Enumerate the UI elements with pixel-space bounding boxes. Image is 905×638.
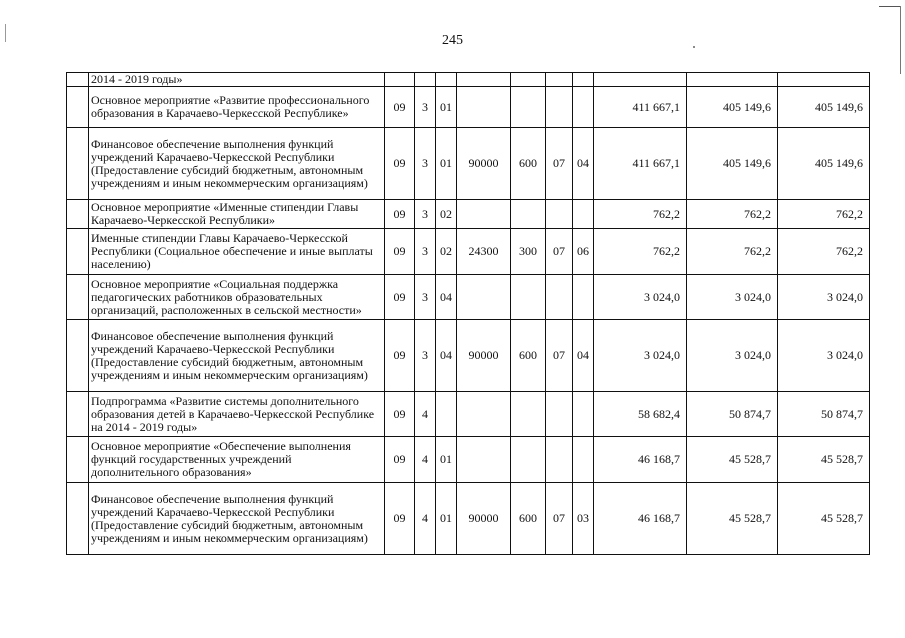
cell-event: 01 bbox=[436, 128, 457, 200]
cell-section bbox=[546, 275, 573, 320]
cell-direction bbox=[457, 200, 511, 229]
left-margin-cell bbox=[67, 275, 89, 320]
row-name: Основное мероприятие «Социальная поддержка педагогических работников образовательных организаций, расположенных в сельской местности» bbox=[89, 275, 385, 320]
left-margin-cell bbox=[67, 320, 89, 392]
cell-direction: 24300 bbox=[457, 229, 511, 275]
cell-amount-3: 762,2 bbox=[778, 200, 870, 229]
cell-amount-1: 3 024,0 bbox=[594, 275, 687, 320]
cell-amount-1: 762,2 bbox=[594, 200, 687, 229]
left-margin-cell bbox=[67, 483, 89, 555]
cell-section: 07 bbox=[546, 320, 573, 392]
cell-subsection bbox=[573, 392, 594, 437]
cell-subprogram: 4 bbox=[415, 437, 436, 483]
cell-program: 09 bbox=[385, 200, 415, 229]
cell-subprogram: 4 bbox=[415, 392, 436, 437]
cell-amount-1: 762,2 bbox=[594, 229, 687, 275]
cell-amount-1: 46 168,7 bbox=[594, 483, 687, 555]
cell-subsection: 06 bbox=[573, 229, 594, 275]
row-name: Финансовое обеспечение выполнения функций учреждений Карачаево-Черкесской Республики (Предоставление субсидий бюджетным, автономным учреждениям и иным некоммерческим организациям) bbox=[89, 483, 385, 555]
cell-subsection: 04 bbox=[573, 320, 594, 392]
cell-expense-type: 600 bbox=[511, 128, 546, 200]
cell-subsection bbox=[573, 73, 594, 87]
cell-amount-1: 411 667,1 bbox=[594, 128, 687, 200]
cell-event: 04 bbox=[436, 320, 457, 392]
cell-amount-2: 405 149,6 bbox=[687, 87, 778, 128]
cell-amount-2: 3 024,0 bbox=[687, 275, 778, 320]
cell-amount-3: 3 024,0 bbox=[778, 275, 870, 320]
table-row bbox=[67, 229, 870, 275]
row-name: Финансовое обеспечение выполнения функций учреждений Карачаево-Черкесской Республики (Предоставление субсидий бюджетным, автономным учреждениям и иным некоммерческим организациям) bbox=[89, 320, 385, 392]
cell-expense-type: 600 bbox=[511, 483, 546, 555]
cell-subprogram: 4 bbox=[415, 483, 436, 555]
cell-subprogram bbox=[415, 73, 436, 87]
cell-section bbox=[546, 392, 573, 437]
left-margin-cell bbox=[67, 229, 89, 275]
cell-direction bbox=[457, 73, 511, 87]
cell-subsection bbox=[573, 275, 594, 320]
cell-amount-1 bbox=[594, 73, 687, 87]
row-name: Основное мероприятие «Развитие профессионального образования в Карачаево-Черкесской Республике» bbox=[89, 87, 385, 128]
cell-subsection: 03 bbox=[573, 483, 594, 555]
cell-event bbox=[436, 392, 457, 437]
cell-subsection: 04 bbox=[573, 128, 594, 200]
cell-event: 02 bbox=[436, 229, 457, 275]
cell-amount-2: 762,2 bbox=[687, 229, 778, 275]
cell-subprogram: 3 bbox=[415, 275, 436, 320]
table-row bbox=[67, 200, 870, 229]
cell-program: 09 bbox=[385, 320, 415, 392]
cell-amount-3: 405 149,6 bbox=[778, 128, 870, 200]
cell-direction: 90000 bbox=[457, 320, 511, 392]
cell-section bbox=[546, 200, 573, 229]
cell-subprogram: 3 bbox=[415, 320, 436, 392]
cell-amount-1: 58 682,4 bbox=[594, 392, 687, 437]
cell-direction bbox=[457, 275, 511, 320]
cell-subsection bbox=[573, 437, 594, 483]
cell-subsection bbox=[573, 87, 594, 128]
cell-direction bbox=[457, 392, 511, 437]
cell-direction bbox=[457, 437, 511, 483]
cell-event: 01 bbox=[436, 483, 457, 555]
left-margin-cell bbox=[67, 87, 89, 128]
cell-amount-2: 405 149,6 bbox=[687, 128, 778, 200]
table-row bbox=[67, 87, 870, 128]
cell-amount-2: 50 874,7 bbox=[687, 392, 778, 437]
cell-subsection bbox=[573, 200, 594, 229]
cell-expense-type: 600 bbox=[511, 320, 546, 392]
cell-program: 09 bbox=[385, 392, 415, 437]
cell-event bbox=[436, 73, 457, 87]
scan-edge-mark bbox=[900, 6, 901, 74]
cell-program: 09 bbox=[385, 437, 415, 483]
table-row bbox=[67, 320, 870, 392]
cell-expense-type bbox=[511, 392, 546, 437]
row-name: Именные стипендии Главы Карачаево-Черкесской Республики (Социальное обеспечение и иные выплаты населению) bbox=[89, 229, 385, 275]
scan-edge-mark bbox=[5, 24, 6, 42]
left-margin-cell bbox=[67, 200, 89, 229]
scan-edge-mark bbox=[879, 6, 901, 7]
cell-program bbox=[385, 73, 415, 87]
cell-subprogram: 3 bbox=[415, 229, 436, 275]
cell-amount-2: 762,2 bbox=[687, 200, 778, 229]
cell-amount-2 bbox=[687, 73, 778, 87]
scan-speck bbox=[693, 46, 695, 48]
cell-section bbox=[546, 87, 573, 128]
left-margin-cell bbox=[67, 392, 89, 437]
row-name: Основное мероприятие «Именные стипендии Главы Карачаево-Черкесской Республики» bbox=[89, 200, 385, 229]
cell-amount-2: 3 024,0 bbox=[687, 320, 778, 392]
left-margin-cell bbox=[67, 128, 89, 200]
cell-amount-3: 405 149,6 bbox=[778, 87, 870, 128]
table-row bbox=[67, 483, 870, 555]
table-row bbox=[67, 73, 870, 87]
row-name: Финансовое обеспечение выполнения функций учреждений Карачаево-Черкесской Республики (Предоставление субсидий бюджетным, автономным учреждениям и иным некоммерческим организациям) bbox=[89, 128, 385, 200]
table-row bbox=[67, 128, 870, 200]
cell-program: 09 bbox=[385, 128, 415, 200]
table-row bbox=[67, 275, 870, 320]
cell-amount-1: 46 168,7 bbox=[594, 437, 687, 483]
cell-expense-type bbox=[511, 437, 546, 483]
left-margin-cell bbox=[67, 73, 89, 87]
cell-event: 02 bbox=[436, 200, 457, 229]
left-margin-cell bbox=[67, 437, 89, 483]
cell-section bbox=[546, 73, 573, 87]
cell-section: 07 bbox=[546, 229, 573, 275]
cell-expense-type bbox=[511, 87, 546, 128]
cell-expense-type bbox=[511, 200, 546, 229]
cell-event: 04 bbox=[436, 275, 457, 320]
cell-expense-type: 300 bbox=[511, 229, 546, 275]
table-row bbox=[67, 437, 870, 483]
cell-amount-3: 3 024,0 bbox=[778, 320, 870, 392]
table-row bbox=[67, 392, 870, 437]
row-name: 2014 - 2019 годы» bbox=[89, 73, 385, 87]
cell-amount-1: 411 667,1 bbox=[594, 87, 687, 128]
cell-event: 01 bbox=[436, 437, 457, 483]
cell-event: 01 bbox=[436, 87, 457, 128]
cell-program: 09 bbox=[385, 483, 415, 555]
row-name: Подпрограмма «Развитие системы дополнительного образования детей в Карачаево-Черкесской Республике на 2014 - 2019 годы» bbox=[89, 392, 385, 437]
cell-amount-1: 3 024,0 bbox=[594, 320, 687, 392]
cell-section bbox=[546, 437, 573, 483]
cell-section: 07 bbox=[546, 483, 573, 555]
budget-table bbox=[66, 72, 870, 555]
cell-amount-2: 45 528,7 bbox=[687, 483, 778, 555]
cell-amount-3: 45 528,7 bbox=[778, 483, 870, 555]
cell-direction bbox=[457, 87, 511, 128]
cell-direction: 90000 bbox=[457, 128, 511, 200]
cell-amount-2: 45 528,7 bbox=[687, 437, 778, 483]
cell-expense-type bbox=[511, 73, 546, 87]
cell-amount-3: 50 874,7 bbox=[778, 392, 870, 437]
page-number: 245 bbox=[442, 33, 463, 48]
cell-amount-3 bbox=[778, 73, 870, 87]
cell-subprogram: 3 bbox=[415, 87, 436, 128]
row-name: Основное мероприятие «Обеспечение выполнения функций государственных учреждений дополнительного образования» bbox=[89, 437, 385, 483]
cell-amount-3: 762,2 bbox=[778, 229, 870, 275]
cell-section: 07 bbox=[546, 128, 573, 200]
cell-expense-type bbox=[511, 275, 546, 320]
cell-program: 09 bbox=[385, 229, 415, 275]
cell-subprogram: 3 bbox=[415, 128, 436, 200]
cell-direction: 90000 bbox=[457, 483, 511, 555]
cell-amount-3: 45 528,7 bbox=[778, 437, 870, 483]
cell-program: 09 bbox=[385, 275, 415, 320]
cell-subprogram: 3 bbox=[415, 200, 436, 229]
cell-program: 09 bbox=[385, 87, 415, 128]
